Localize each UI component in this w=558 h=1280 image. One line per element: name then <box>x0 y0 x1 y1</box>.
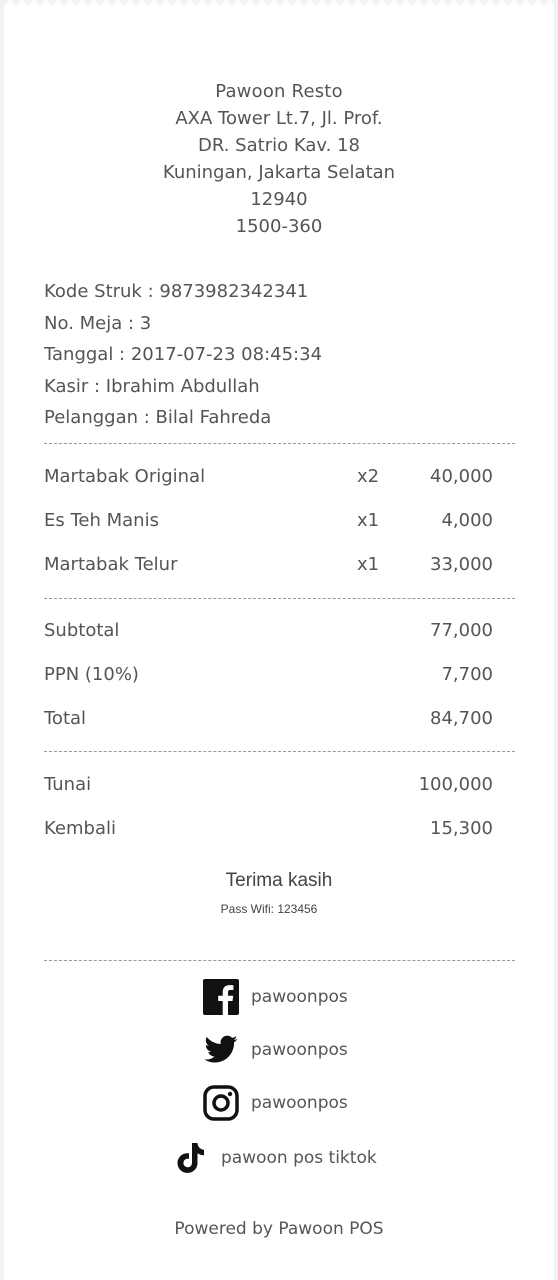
store-postal-code: 12940 <box>250 189 308 210</box>
social-instagram[interactable] <box>203 1083 348 1123</box>
customer-name: Pelanggan : Bilal Fahreda <box>44 407 272 428</box>
line-item <box>44 465 493 489</box>
tiktok-icon <box>173 1140 209 1176</box>
social-tiktok[interactable] <box>173 1138 377 1178</box>
change-value: 15,300 <box>430 818 493 839</box>
store-header <box>0 78 558 240</box>
cashier-name: Kasir : Ibrahim Abdullah <box>44 375 260 397</box>
item-qty: x2 <box>357 466 380 487</box>
total-label: Total <box>44 708 87 729</box>
change-label: Kembali <box>44 818 116 839</box>
subtotal-value: 77,000 <box>430 620 493 641</box>
social-facebook[interactable] <box>203 977 348 1017</box>
powered-by-footer: Powered by Pawoon POS <box>174 1219 384 1239</box>
wifi-password: Pass Wifi: 123456 <box>220 902 318 916</box>
tiktok-handle: pawoon pos tiktok <box>221 1148 377 1168</box>
cash-row <box>44 773 493 797</box>
store-address-line2: DR. Satrio Kav. 18 <box>198 135 360 156</box>
receipt-code: Kode Struk : 9873982342341 <box>44 281 309 302</box>
item-qty: x1 <box>357 510 380 531</box>
store-address-line3: Kuningan, Jakarta Selatan <box>162 162 396 183</box>
item-name: Es Teh Manis <box>44 510 159 531</box>
subtotal-row <box>44 619 493 643</box>
item-amount: 33,000 <box>430 554 493 575</box>
item-amount: 4,000 <box>441 510 493 531</box>
tax-label: PPN (10%) <box>44 664 139 685</box>
receipt-date: Tanggal : 2017-07-23 08:45:34 <box>44 344 323 365</box>
store-address-line1: AXA Tower Lt.7, Jl. Prof. <box>175 108 383 129</box>
line-item <box>44 553 493 577</box>
item-name: Martabak Original <box>44 466 206 487</box>
tax-row <box>44 663 493 687</box>
social-twitter[interactable] <box>203 1030 348 1070</box>
thank-you-message: Terima kasih <box>225 870 333 891</box>
twitter-handle: pawoonpos <box>251 1040 348 1060</box>
facebook-icon <box>203 979 239 1015</box>
cash-value: 100,000 <box>418 774 493 795</box>
total-row <box>44 707 493 731</box>
facebook-handle: pawoonpos <box>251 987 348 1007</box>
receipt-torn-edge <box>4 0 554 8</box>
change-row <box>44 817 493 841</box>
table-number: No. Meja : 3 <box>44 312 152 334</box>
receipt-info <box>44 276 322 434</box>
item-name: Martabak Telur <box>44 554 178 575</box>
divider <box>44 443 515 444</box>
cash-label: Tunai <box>44 774 92 795</box>
divider <box>44 598 515 599</box>
store-name: Pawoon Resto <box>215 81 343 102</box>
divider <box>44 960 515 961</box>
item-amount: 40,000 <box>430 466 493 487</box>
tax-value: 7,700 <box>441 664 493 685</box>
total-value: 84,700 <box>430 708 493 729</box>
divider <box>44 751 515 752</box>
subtotal-label: Subtotal <box>44 620 120 641</box>
instagram-icon <box>203 1085 239 1121</box>
line-item <box>44 509 493 533</box>
instagram-handle: pawoonpos <box>251 1093 348 1113</box>
twitter-icon <box>203 1032 239 1068</box>
item-qty: x1 <box>357 554 380 575</box>
store-phone: 1500-360 <box>235 216 323 237</box>
